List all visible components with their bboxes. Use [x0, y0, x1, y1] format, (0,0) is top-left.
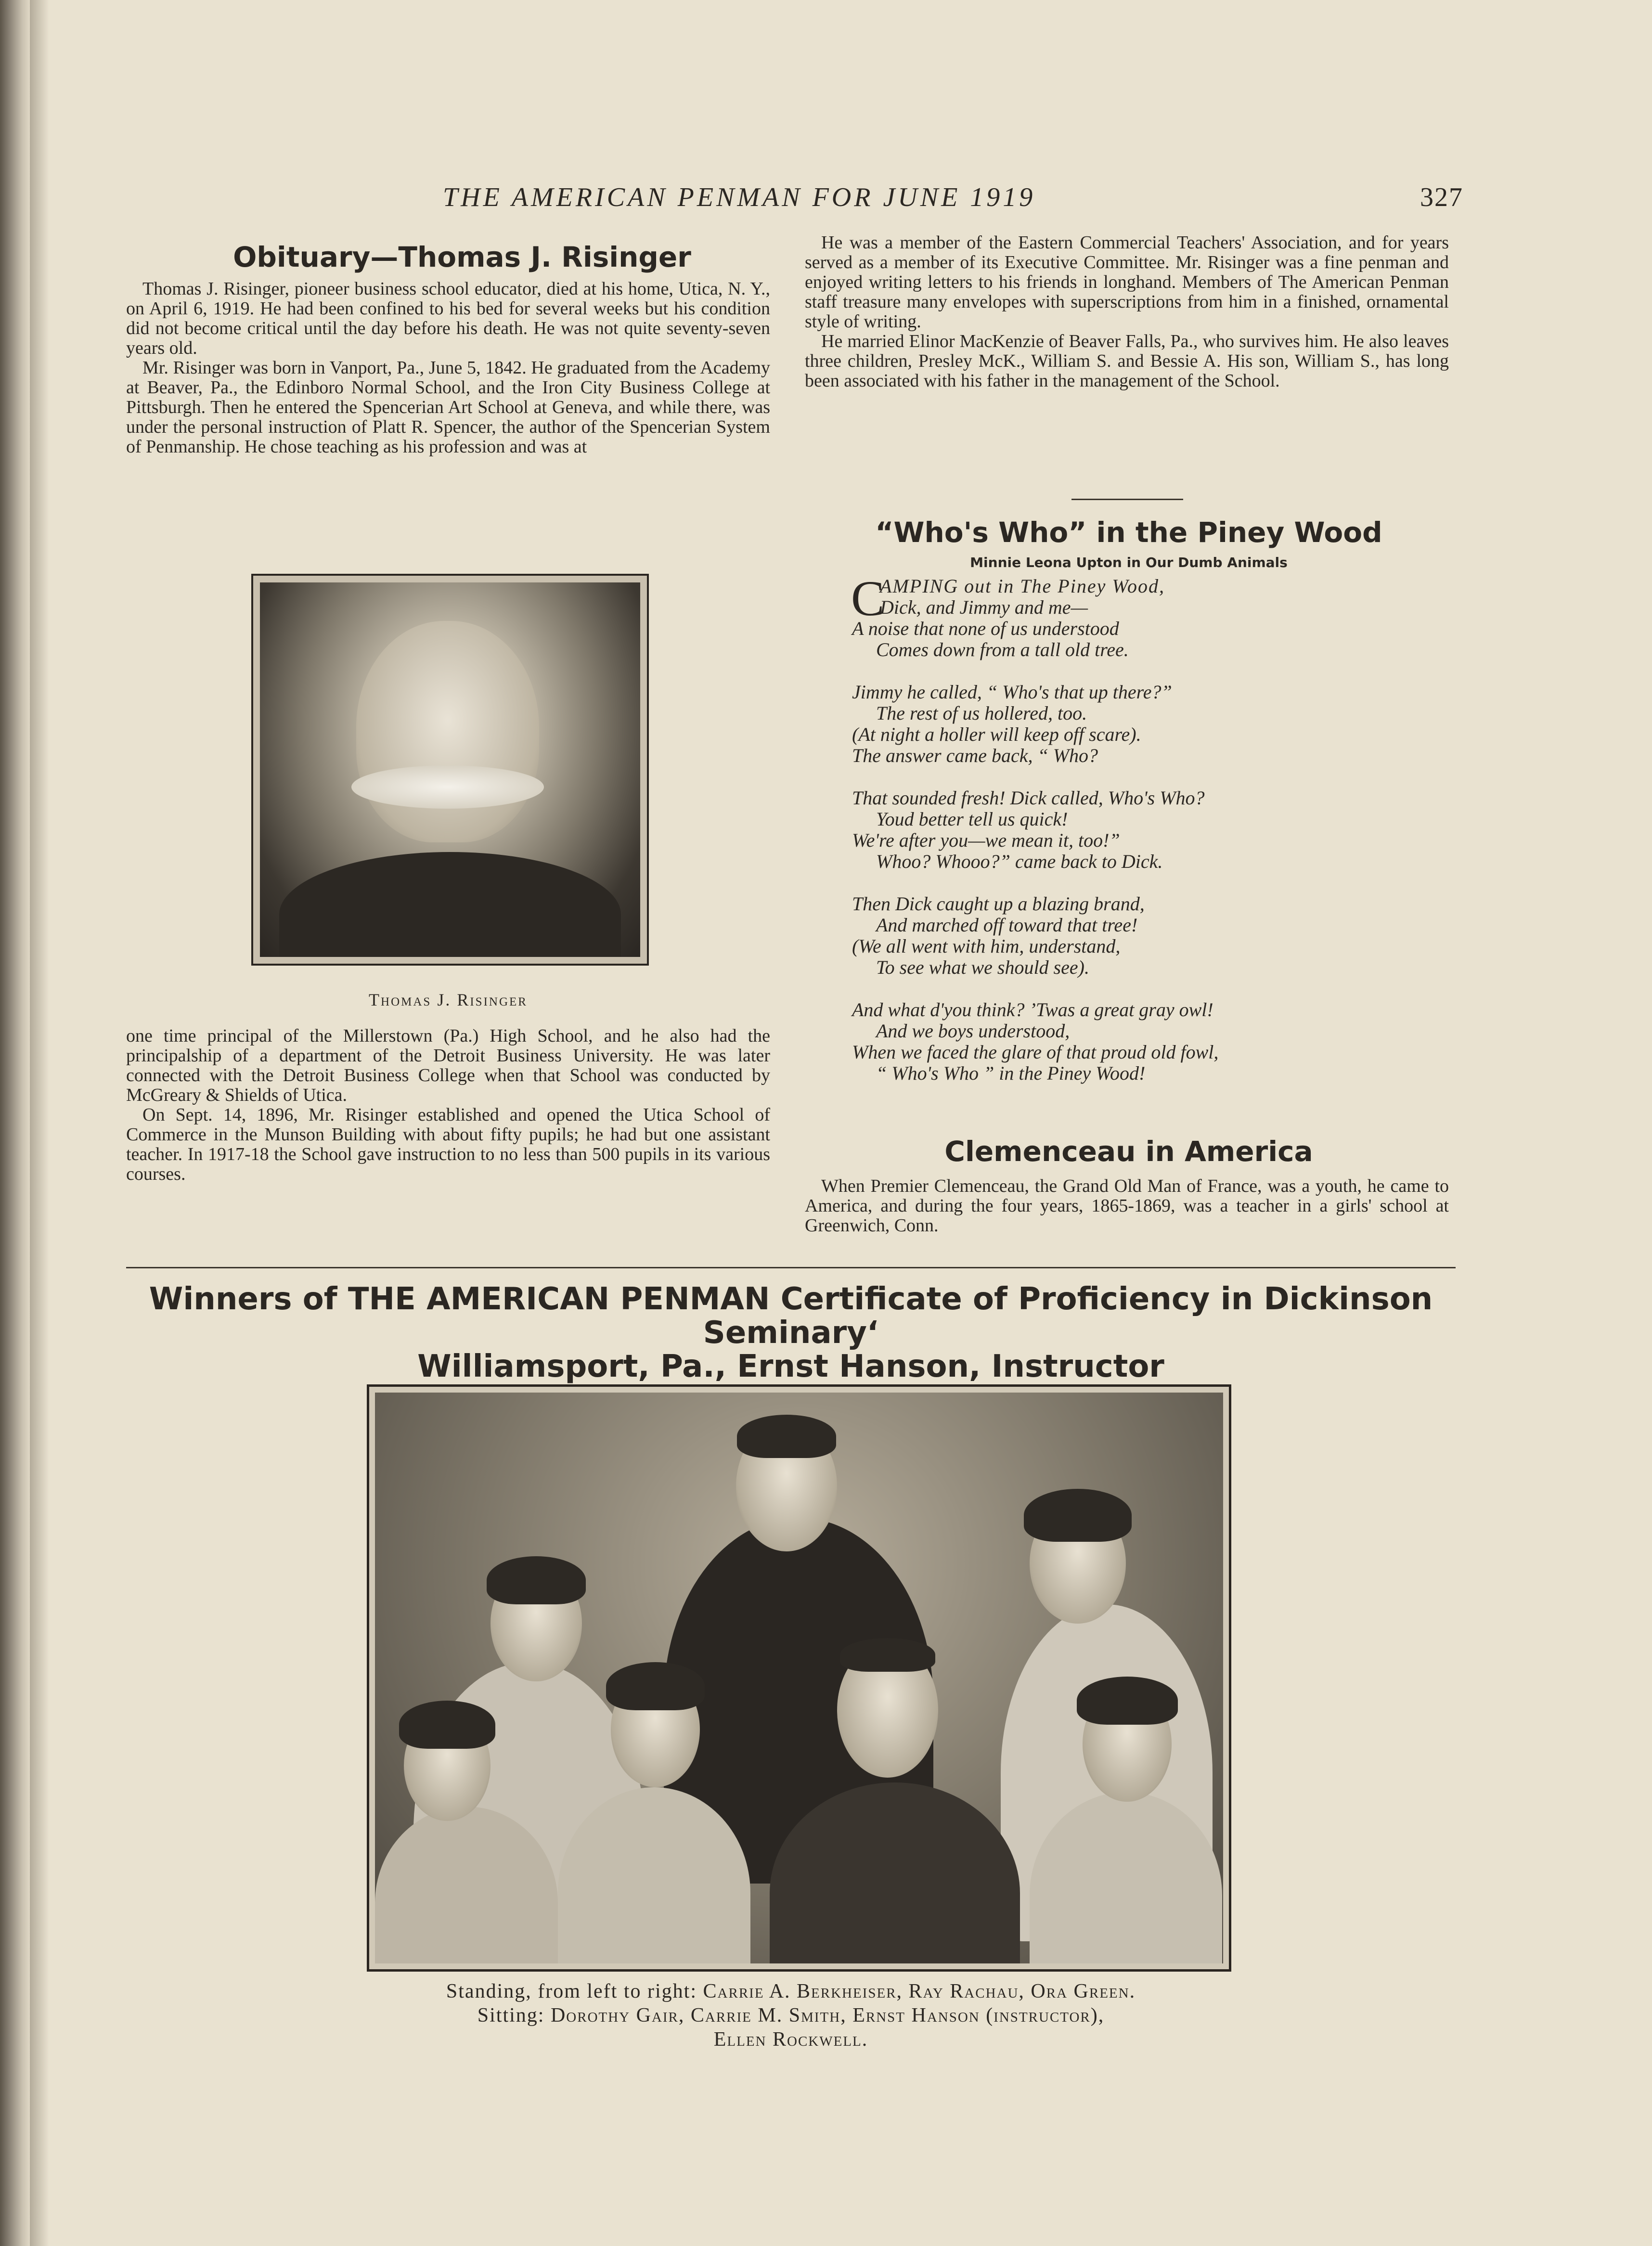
- header-title: THE AMERICAN PENMAN FOR JUNE 1919: [443, 182, 1036, 212]
- paragraph: On Sept. 14, 1896, Mr. Risinger established and opened the Utica School of Commerce in the Munson Building with about fifty pupils; he had but one assistant teacher. In 1917-18 the School gave instruction to no less than 500 pupils in its various courses.: [126, 1105, 770, 1184]
- poem-body: [851, 571, 1449, 1105]
- poem-line: “ Who's Who ” in the Piney Wood!: [876, 1062, 1146, 1084]
- poem-line: Whoo? Whooo?” came back to Dick.: [876, 851, 1163, 872]
- caption-prefix: Sitting:: [477, 2004, 545, 2027]
- poem-line: A noise that none of us understood: [852, 618, 1119, 639]
- poem-stanza: [852, 787, 1449, 872]
- poem-line: Youd better tell us quick!: [876, 808, 1068, 830]
- winners-title-line2: Williamsport, Pa., Ernst Hanson, Instructor: [417, 1349, 1164, 1384]
- running-header: [125, 182, 1463, 220]
- group-photo-frame: [367, 1384, 1231, 1972]
- caption-line: [126, 1979, 1456, 2003]
- paragraph: one time principal of the Millerstown (Pa.) High School, and he also had the principalship of a department of the Detroit Business University. He was later connected with the Detroit Business College when that School was conducted by McGreary & Shields of Utica.: [126, 1026, 770, 1105]
- clemenceau-title: Clemenceau in America: [944, 1135, 1313, 1168]
- person-standing-center-hair: [737, 1415, 836, 1458]
- caption-line: [126, 2003, 1456, 2027]
- poem-line: And what d'you think? ’Twas a great gray owl!: [852, 999, 1213, 1020]
- poem-line-text: AMPING out in The Piney Wood,: [880, 575, 1165, 597]
- poem-line: Then Dick caught up a blazing brand,: [852, 893, 1145, 915]
- obituary-title: Obituary—Thomas J. Risinger: [233, 241, 691, 273]
- person-sitting-2-hair: [606, 1662, 705, 1710]
- paragraph: He married Elinor MacKenzie of Beaver Falls, Pa., who survives him. He also leaves three children, Presley McK., William S. and Bessie A. His son, William S., has long been associated with his father in the management of the School.: [805, 331, 1449, 391]
- poem-line: And marched off toward that tree!: [876, 914, 1138, 936]
- poem-byline: Minnie Leona Upton in Our Dumb Animals: [970, 555, 1288, 570]
- page-number: 327: [1420, 182, 1463, 212]
- caption-names: Dorothy Gair, Carrie M. Smith, Ernst Hanson (instructor),: [550, 2004, 1105, 2027]
- caption-line: Ellen Rockwell.: [713, 2028, 868, 2051]
- poem-line: And we boys understood,: [876, 1020, 1070, 1042]
- poem-stanza: [851, 571, 1449, 660]
- poem-stanza: [852, 999, 1449, 1084]
- poem-line: To see what we should see).: [876, 956, 1089, 978]
- paragraph: Mr. Risinger was born in Vanport, Pa., June 5, 1842. He graduated from the Academy at Beaver, Pa., the Edinboro Normal School, and the Iron City Business College at Pittsburgh. Then he entered the Spencerian Art School at Geneva, and while there, was under the personal instruction of Platt R. Spencer, the author of the Spencerian System of Penmanship. He chose teaching as his profession and was at: [126, 358, 770, 457]
- person-standing-right-hair: [1024, 1489, 1132, 1542]
- poem-title: “Who's Who” in the Piney Wood: [875, 516, 1382, 549]
- person-sitting-1-hair: [399, 1701, 495, 1749]
- poem-line: The rest of us hollered, too.: [876, 702, 1087, 724]
- winners-title-line1: Winners of THE AMERICAN PENMAN Certificate of Proficiency in Dickinson Seminary‘: [149, 1281, 1433, 1351]
- section-divider: [1071, 499, 1183, 500]
- person-sitting-3-hair: [840, 1638, 935, 1672]
- poem-line: The answer came back, “ Who?: [852, 745, 1098, 766]
- drop-cap: C: [851, 571, 885, 626]
- portrait-face-shape: [356, 621, 539, 842]
- portrait-caption: Thomas J. Risinger: [369, 990, 528, 1009]
- person-standing-left-hair: [487, 1556, 586, 1604]
- poem-line: Dick, and Jimmy and me—: [880, 596, 1088, 618]
- caption-names: Carrie A. Berkheiser, Ray Rachau, Ora Green.: [703, 1980, 1136, 2002]
- clemenceau-text: [805, 1176, 1449, 1236]
- portrait-moustache-shape: [351, 765, 544, 809]
- poem-line: That sounded fresh! Dick called, Who's Who?: [852, 787, 1205, 809]
- caption-prefix: Standing, from left to right:: [446, 1980, 697, 2002]
- page-gutter-shadow: [30, 0, 49, 2246]
- paragraph: Thomas J. Risinger, pioneer business school educator, died at his home, Utica, N. Y., on April 6, 1919. He had been confined to his bed for several weeks but his condition did not become critical until the day before his death. He was not quite seventy-seven years old.: [126, 279, 770, 358]
- obituary-text-bottom: [126, 1026, 770, 1184]
- group-photo: [375, 1393, 1223, 1963]
- poem-stanza: [852, 682, 1449, 766]
- person-sitting-4-hair: [1077, 1677, 1178, 1725]
- obituary-text-top: [126, 279, 770, 457]
- risinger-portrait-frame: [251, 574, 649, 966]
- poem-line: Comes down from a tall old tree.: [876, 639, 1129, 660]
- book-binding-edge: [0, 0, 30, 2246]
- portrait-coat-shape: [279, 852, 621, 957]
- winners-title: [126, 1282, 1456, 1383]
- paragraph: He was a member of the Eastern Commercial Teachers' Association, and for years served as a member of its Executive Committee. Mr. Risinger was a fine penman and enjoyed writing letters to his friends in longhand. Members of The American Penman staff treasure many envelopes with superscriptions from him in a finished, ornamental style of writing.: [805, 232, 1449, 332]
- poem-line: (At night a holler will keep off scare).: [852, 723, 1141, 745]
- poem-line: [852, 576, 1449, 597]
- poem-line: When we faced the glare of that proud old fowl,: [852, 1041, 1219, 1063]
- poem-line: (We all went with him, understand,: [852, 935, 1121, 957]
- risinger-portrait-photo: [260, 582, 640, 957]
- group-photo-caption: [126, 1979, 1456, 2052]
- poem-stanza: [852, 893, 1449, 978]
- poem-line: We're after you—we mean it, too!”: [852, 829, 1120, 851]
- paragraph: When Premier Clemenceau, the Grand Old Man of France, was a youth, he came to America, and during the four years, 1865-1869, was a teacher in a girls' school at Greenwich, Conn.: [805, 1176, 1449, 1236]
- section-divider-full: [126, 1267, 1456, 1268]
- poem-line: Jimmy he called, “ Who's that up there?”: [852, 681, 1172, 703]
- obituary-text-right: [805, 233, 1449, 391]
